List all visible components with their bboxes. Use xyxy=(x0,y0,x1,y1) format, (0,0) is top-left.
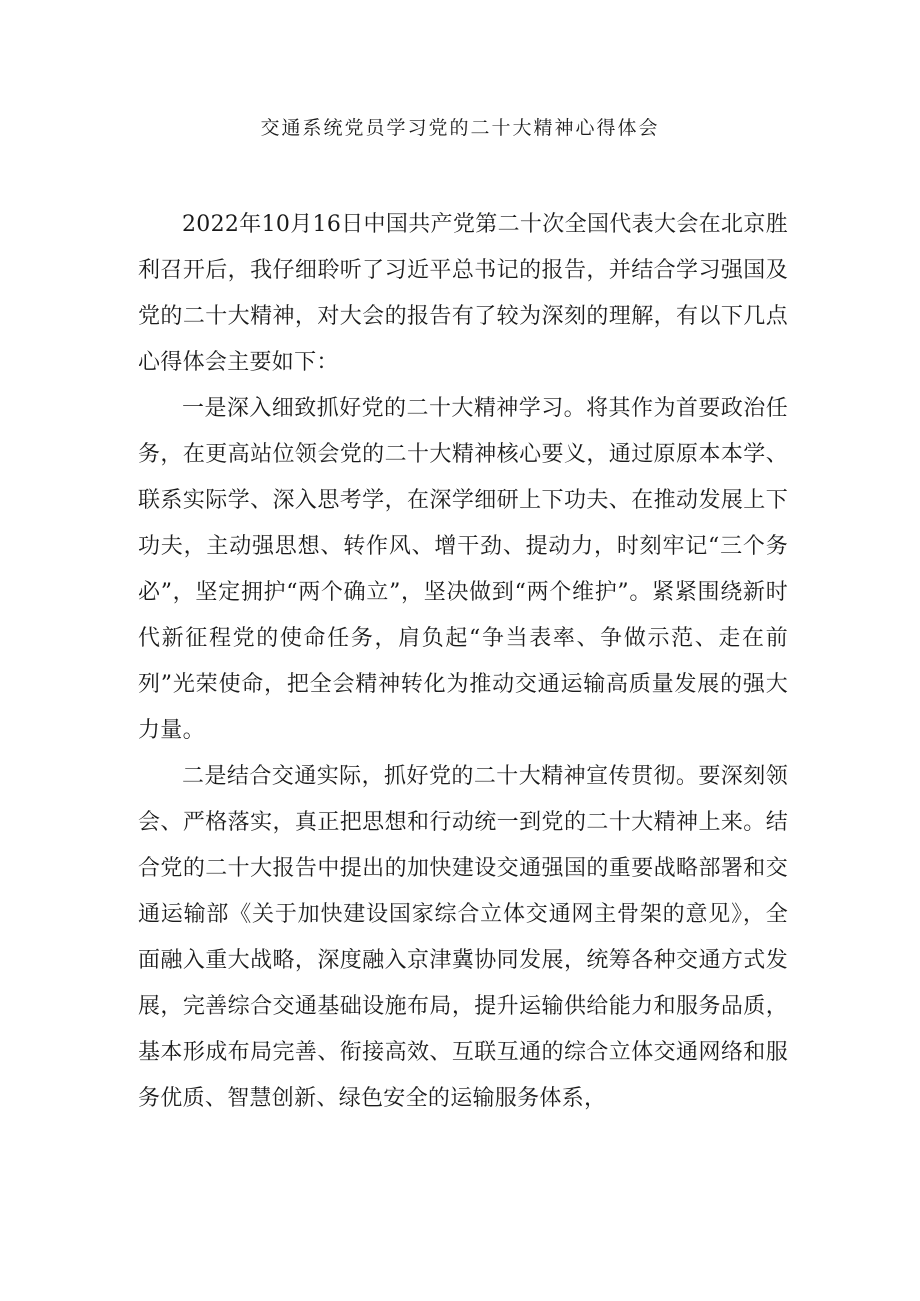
document-body xyxy=(138,202,788,1122)
paragraph-point-two: 二是结合交通实际，抓好党的二十大精神宣传贯彻。要深刻领会、严格落实，真正把思想和行动统一到党的二十大精神上来。结合党的二十大报告中提出的加快建设交通强国的重要战略部署和交通运输部《关于加快建设国家综合立体交通网主骨架的意见》，全面融入重大战略，深度融入京津冀协同发展，统筹各种交通方式发展，完善综合交通基础设施布局，提升运输供给能力和服务品质，基本形成布局完善、衔接高效、互联互通的综合立体交通网络和服务优质、智慧创新、绿色安全的运输服务体系， xyxy=(138,764,788,1111)
document-title: 交通系统党员学习党的二十大精神心得体会 xyxy=(260,117,660,139)
paragraph-intro: 2022年10月16日中国共产党第二十次全国代表大会在北京胜利召开后，我仔细聆听了习近平总书记的报告，并结合学习强国及党的二十大精神，对大会的报告有了较为深刻的理解，有以下几点心得体会主要如下： xyxy=(138,212,788,375)
paragraph-point-one: 一是深入细致抓好党的二十大精神学习。将其作为首要政治任务，在更高站位领会党的二十大精神核心要义，通过原原本本学、联系实际学、深入思考学，在深学细研上下功夫、在推动发展上下功夫，主动强思想、转作风、增干劲、提动力，时刻牢记“三个务必”，坚定拥护“两个确立”，坚决做到“两个维护”。紧紧围绕新时代新征程党的使命任务，肩负起“争当表率、争做示范、走在前列”光荣使命，把全会精神转化为推动交通运输高质量发展的强大力量。 xyxy=(138,396,788,743)
